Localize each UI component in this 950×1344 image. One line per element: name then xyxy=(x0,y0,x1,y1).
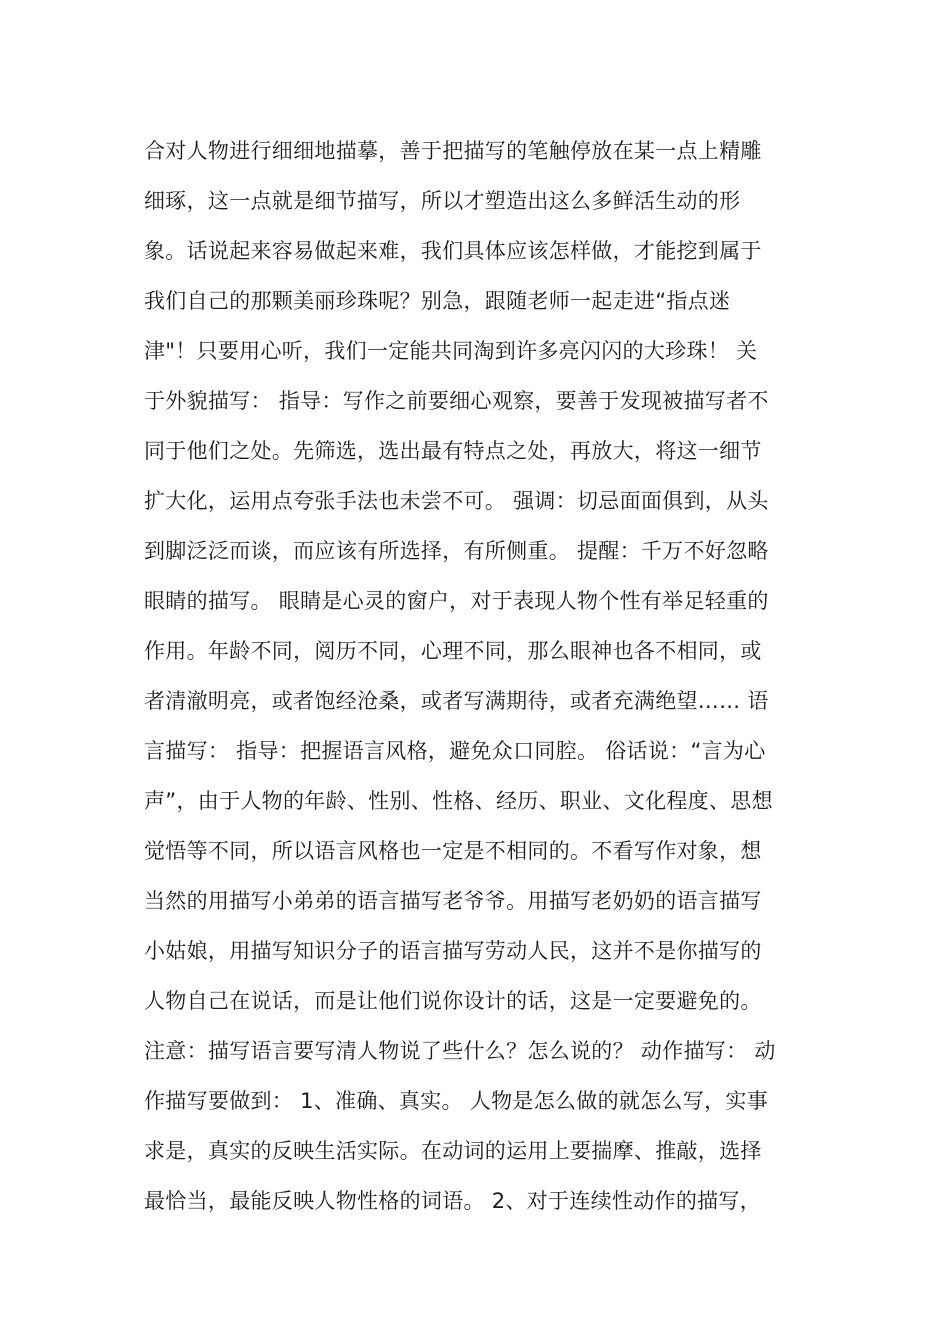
text-line: 象。话说起来容易做起来难，我们具体应该怎样做，才能挖到属于 xyxy=(144,239,762,263)
text-line: 声”，由于人物的年龄、性别、性格、经历、职业、文化程度、思想 xyxy=(144,789,773,813)
text-line: 言描写： 指导：把握语言风格，避免众口同腔。 俗话说：“言为心 xyxy=(144,739,766,763)
text-line: 津"！只要用心听，我们一定能共同淘到许多亮闪闪的大珍珠！ 关 xyxy=(144,339,758,363)
text-line: 作用。年龄不同，阅历不同，心理不同，那么眼神也各不相同，或 xyxy=(144,639,762,663)
text-line: 我们自己的那颗美丽珍珠呢？别急，跟随老师一起走进“指点迷 xyxy=(144,289,731,313)
text-line: 注意：描写语言要写清人物说了些什么？怎么说的？ 动作描写： 动 xyxy=(144,1039,776,1063)
text-line: 到脚泛泛而谈，而应该有所选择，有所侧重。 提醒：千万不好忽略 xyxy=(144,539,769,563)
text-line: 细琢，这一点就是细节描写，所以才塑造出这么多鲜活生动的形 xyxy=(144,189,741,213)
text-line: 作描写要做到： 1、准确、真实。 人物是怎么做的就怎么写，实事 xyxy=(144,1089,769,1113)
text-line: 最恰当，最能反映人物性格的词语。 2、对于连续性动作的描写， xyxy=(144,1189,762,1213)
text-line: 于外貌描写： 指导：写作之前要细心观察，要善于发现被描写者不 xyxy=(144,389,769,413)
text-line: 扩大化，运用点夸张手法也未尝不可。 强调：切忌面面俱到，从头 xyxy=(144,489,769,513)
text-line: 同于他们之处。先筛选，选出最有特点之处，再放大，将这一细节 xyxy=(144,439,762,463)
text-line: 者清澈明亮，或者饱经沧桑，或者写满期待，或者充满绝望…… 语 xyxy=(144,689,769,713)
text-line: 当然的用描写小弟弟的语言描写老爷爷。用描写老奶奶的语言描写 xyxy=(144,889,762,913)
text-line: 觉悟等不同，所以语言风格也一定是不相同的。不看写作对象，想 xyxy=(144,839,762,863)
text-line: 合对人物进行细细地描摹，善于把描写的笔触停放在某一点上精雕 xyxy=(144,139,762,163)
text-line: 小姑娘，用描写知识分子的语言描写劳动人民，这并不是你描写的 xyxy=(144,939,762,963)
body-text xyxy=(144,126,814,1226)
text-line: 眼睛的描写。 眼睛是心灵的窗户，对于表现人物个性有举足轻重的 xyxy=(144,589,769,613)
text-line: 人物自己在说话，而是让他们说你设计的话，这是一定要避免的。 xyxy=(144,989,762,1013)
text-line: 求是，真实的反映生活实际。在动词的运用上要揣摩、推敲，选择 xyxy=(144,1139,762,1163)
